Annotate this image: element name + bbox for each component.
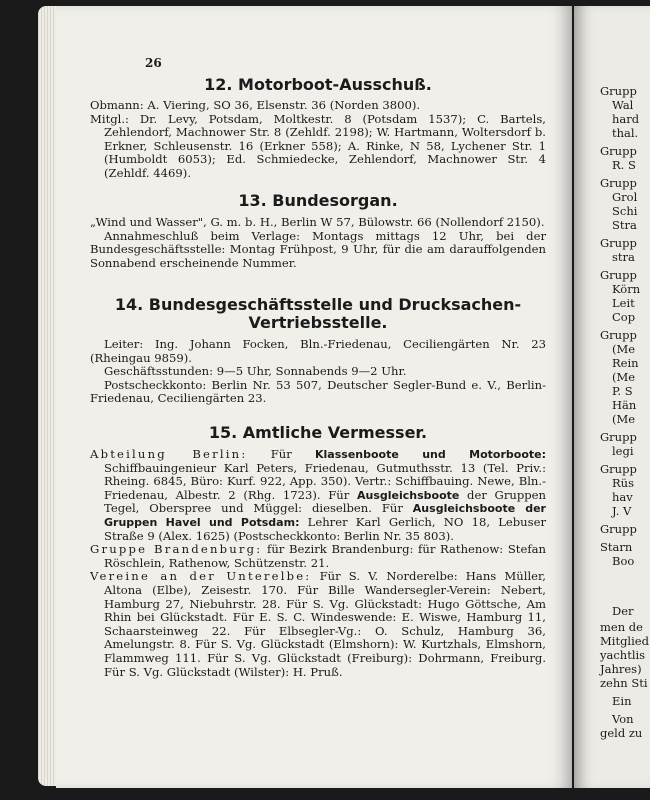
entry-text: Schiffbauingenieur Karl Peters, Friedenau, Gutmuthsstr. 13 (Tel. Priv.: Rheing. 6845, Büro: Kurf. 922, App. 350). Vertr.: Schiffbauing. Newe, Bln.-Friedenau, Albestr. 2 (Rhg. 1723). Für <box>104 460 546 502</box>
section-amtliche-vermesser <box>90 424 546 679</box>
entry-bold: Ausgleichsboote der Gruppen Havel und Potsdam: <box>104 502 546 529</box>
fragment: Grupp <box>600 84 637 98</box>
entry-bold: Ausgleichsboote <box>356 488 460 502</box>
fragment: Cop <box>612 310 636 324</box>
fragment: stra <box>612 250 635 264</box>
entry-text: Lehrer Karl Gerlich, NO 18, Lebuser Straße 9 (Alex. 1625) (Postscheckkonto: Berlin Nr. 35 803). <box>104 514 546 543</box>
right-page <box>574 6 650 788</box>
paragraph: Mitgl.: Dr. Levy, Potsdam, Moltkestr. 8 (Potsdam 1537); C. Bartels, Zehlendorf, Machnower Str. 8 (Zehldf. 2198); W. Hartmann, Woltersdorf b. Erkner, Schleusenstr. 16 (Erkner 558); A. Rinke, N 58, Lychener Str. 1 (Humboldt 6053); Ed. Schmiedecke, Zehlendorf, Machnower Str. 4 (Zehldf. 4469). <box>90 111 546 180</box>
fragment: (Me <box>612 342 636 356</box>
fragment: legi <box>612 444 634 458</box>
fragment: (Me <box>612 412 636 426</box>
entry-bold: Klassenboote und Motorboote: <box>315 448 546 461</box>
section-heading: 15. Amtliche Vermesser. <box>208 423 428 442</box>
fragment: Körn <box>612 282 641 296</box>
section-heading: 13. Bundesorgan. <box>238 191 398 210</box>
entry-vereine-unterelbe <box>90 570 546 679</box>
entry-text: für Bezirk Brandenburg: für Rathenow: Stefan Röschlein, Rathenow, Schützenstr. 21. <box>104 542 546 570</box>
fragment: Boo <box>612 554 635 568</box>
fragment: Von <box>612 712 634 726</box>
fragment: Stra <box>612 218 637 232</box>
paragraph: Geschäftsstunden: 9—5 Uhr, Sonnabends 9—2 Uhr. <box>104 364 407 379</box>
fragment: Grol <box>612 190 638 204</box>
fragment: Grupp <box>600 176 637 190</box>
entry-label: Gruppe Brandenburg: <box>90 542 263 557</box>
fragment: P. S <box>612 384 633 398</box>
paragraph: Annahmeschluß beim Verlage: Montags mittags 12 Uhr, bei der Bundesgeschäftsstelle: Montag Frühpost, 9 Uhr, für die am darauffolgenden Sonnabend erscheinende Nummer. <box>90 228 546 270</box>
fragment: yachtlis <box>600 648 646 662</box>
fragment: Rein <box>612 356 639 370</box>
entry-label: Vereine an der Unterelbe: <box>90 569 312 584</box>
fragment: zehn Sti <box>600 676 648 690</box>
fragment: Mitglied <box>600 634 649 648</box>
fragment: Grupp <box>600 144 637 158</box>
page-number: 26 <box>145 56 162 70</box>
fragment: Rüs <box>612 476 634 490</box>
fragment: hav <box>612 490 633 504</box>
fragment: Ein <box>612 694 632 708</box>
fragment: J. V <box>612 504 632 518</box>
section-motorboot-ausschuss <box>90 76 546 181</box>
section-bundesgeschaeftsstelle <box>90 296 546 406</box>
fragment: Grupp <box>600 462 637 476</box>
entry-text: Für S. V. Norderelbe: Hans Müller, Altona (Elbe), Zeisestr. 170. Für Bille Wandersegler-Verein: Nebert, Hamburg 27, Niebuhrstr. 28. Für S. Vg. Glückstadt: Hugo Göttsche, Am Rhin bei Glückstadt. Für E. S. C. Windeswende: E. Wiswe, Hamburg 11, Schaarsteinweg 22. Für Elbsegler-Vg.: O. Schulz, Hamburg 36, Amelungstr. 8. Für S. Vg. Glückstadt (Elmshorn): W. Kurtzhals, Elmshorn, Flammweg 111. Für S. Vg. Glückstadt (Freiburg): Dohrmann, Freiburg. Für S. Vg. Glückstadt (Wilster): H. Pruß. <box>104 569 546 679</box>
fragment: Schi <box>612 204 638 218</box>
fragment: Starn <box>600 540 633 554</box>
section-bundesorgan <box>90 192 546 270</box>
fragment: Leit <box>612 296 635 310</box>
entry-text: der Gruppen Tegel, Oberspree und Müggel: dieselben. Für <box>104 487 546 516</box>
entry-abteilung-berlin <box>90 448 546 543</box>
fragment: thal. <box>612 126 639 140</box>
fragment: Grupp <box>600 522 637 536</box>
fragment: Grupp <box>600 430 637 444</box>
paragraph: Postscheckkonto: Berlin Nr. 53 507, Deutscher Segler-Bund e. V., Berlin-Friedenau, Ceciliengärten 23. <box>90 377 546 406</box>
fragment: Wal <box>612 98 634 112</box>
fragment: (Me <box>612 370 636 384</box>
paragraph: Obmann: A. Viering, SO 36, Elsenstr. 36 (Norden 3800). <box>90 98 421 112</box>
paragraph: Leiter: Ing. Johann Focken, Bln.-Friedenau, Ceciliengärten Nr. 23 (Rheingau 9859). <box>90 337 546 365</box>
section-heading-line2: Vertriebsstelle. <box>248 313 388 332</box>
section-heading-line1: 14. Bundesgeschäftsstelle und Drucksachen- <box>114 295 522 314</box>
fragment: Grupp <box>600 328 637 342</box>
fragment: men de <box>600 620 643 634</box>
fragment: Jahres) <box>600 662 642 676</box>
fragment: Hän <box>612 398 637 412</box>
fragment: Grupp <box>600 236 637 250</box>
fragment: hard <box>612 112 640 126</box>
fragment: Grupp <box>600 268 637 282</box>
paragraph: „Wind und Wasser", G. m. b. H., Berlin W 57, Bülowstr. 66 (Nollendorf 2150). <box>90 215 545 229</box>
entry-label: Abteilung Berlin: <box>90 447 248 461</box>
section-heading: 12. Motorboot-Ausschuß. <box>204 75 432 94</box>
fragment: R. S <box>612 158 636 172</box>
fragment: geld zu <box>600 726 643 740</box>
fragment: Der <box>612 604 634 618</box>
entry-text: Für <box>247 447 316 461</box>
entry-gruppe-brandenburg <box>90 543 546 570</box>
